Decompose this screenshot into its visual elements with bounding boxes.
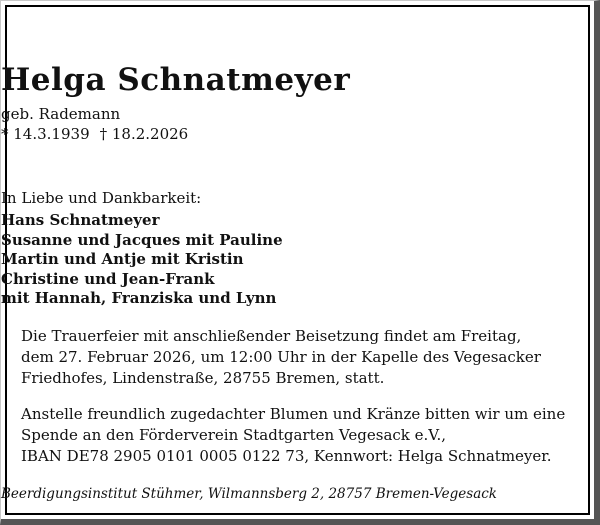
birth-date: * 14.3.1939 (1, 125, 90, 143)
maiden-name: geb. Rademann (1, 105, 121, 123)
funeral-line: dem 27. Februar 2026, um 12:00 Uhr in der Kapelle des Vegesacker (21, 348, 541, 366)
mourner-line: Susanne und Jacques mit Pauline (1, 230, 283, 249)
life-dates (1, 125, 594, 143)
donation-request (21, 404, 574, 467)
mourner-line: Christine und Jean-Frank (1, 269, 215, 288)
donation-line: IBAN DE78 2905 0101 0005 0122 73, Kennwort: Helga Schnatmeyer. (21, 447, 552, 465)
mourner-line: mit Hannah, Franziska und Lynn (1, 289, 277, 307)
donation-line: Spende an den Förderverein Stadtgarten Vegesack e.V., (21, 426, 447, 444)
deceased-name: Helga Schnatmeyer (1, 62, 351, 98)
mourner-line: Hans Schnatmeyer (1, 211, 160, 229)
mourner-line: Martin und Antje mit Kristin (1, 250, 244, 268)
mourners-intro: In Liebe und Dankbarkeit: (1, 189, 202, 207)
funeral-line: Friedhofes, Lindenstraße, 28755 Bremen, statt. (21, 369, 385, 387)
undertaker-info: Beerdigungsinstitut Stühmer, Wilmannsberg 2, 28757 Bremen-Vegesack (1, 486, 497, 502)
funeral-line: Die Trauerfeier mit anschließender Beisetzung findet am Freitag, (21, 327, 522, 345)
mourners-list (1, 211, 594, 309)
death-date: † 18.2.2026 (99, 125, 189, 143)
funeral-announcement (21, 326, 574, 389)
donation-line: Anstelle freundlich zugedachter Blumen und Kränze bitten wir um eine (21, 405, 566, 423)
